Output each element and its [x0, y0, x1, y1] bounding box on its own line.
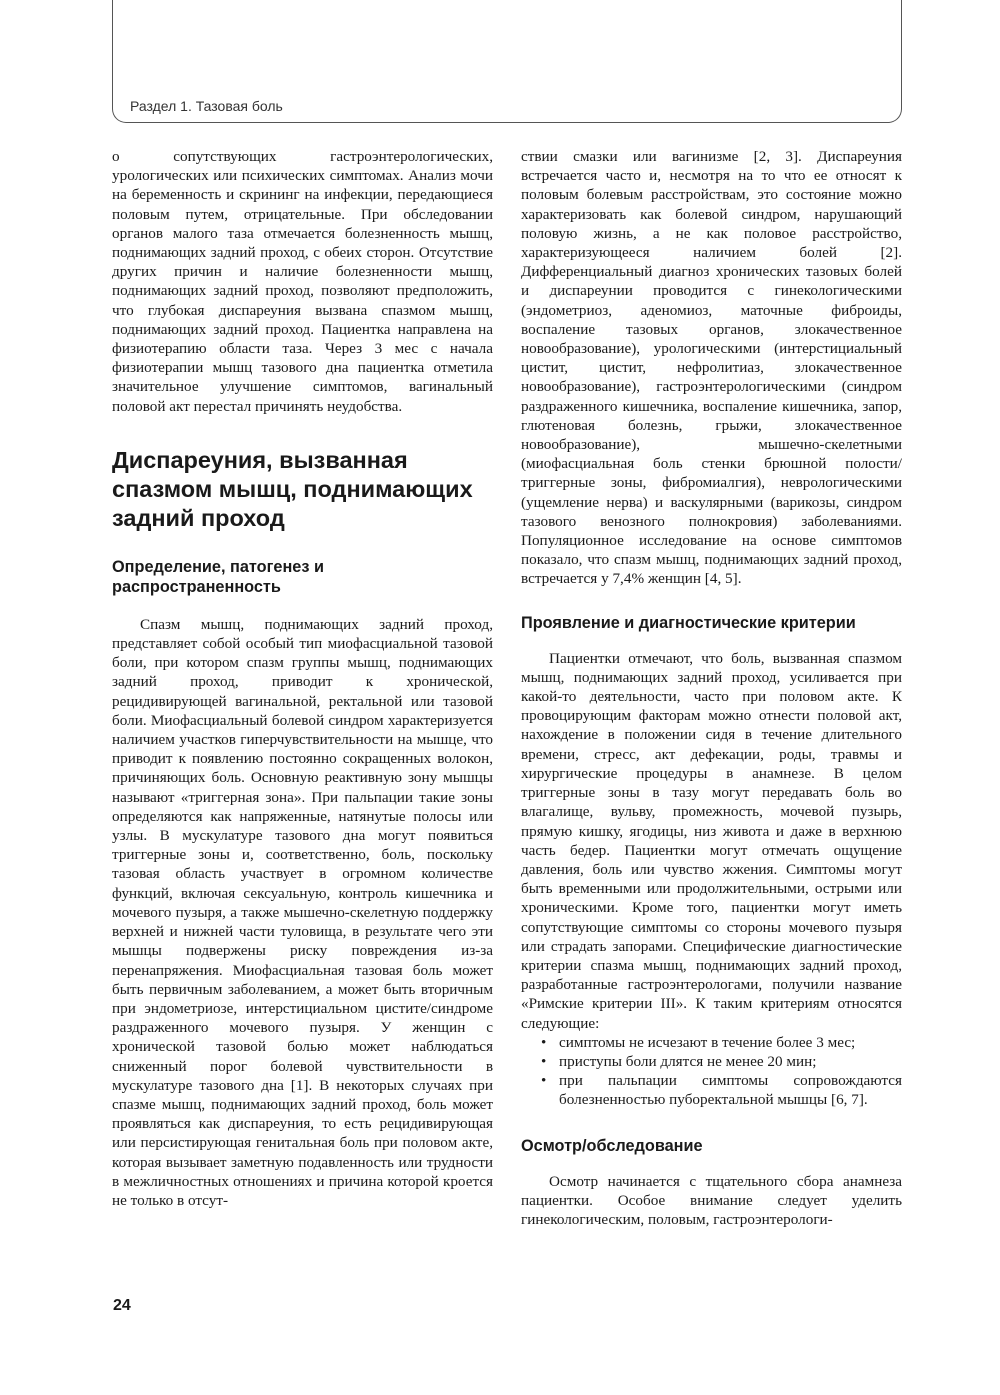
list-item: • при пальпации симптомы сопровождаются болезненностью пуборектальной мышцы [6, 7].	[521, 1071, 902, 1109]
paragraph-exam: Осмотр начинается с тщательного сбора анамнеза пациентки. Особое внимание следует уделить гинекологическим, половым, гастроэнтерологи-	[521, 1172, 902, 1228]
paragraph-manifestation: Пациентки отмечают, что боль, вызванная спазмом мышц, поднимающих задний проход, усиливается при какой-то деятельности, часто при половом акте. К провоцирующим факторам можно отнести половой акт, нахождение в положении сидя в течение длительного времени, стресс, акт дефекации, роды, травмы и хирургические процедуры в анамнезе. В целом триггерные зоны в тазу могут передавать боль во влагалище, вульву, промежность, мочевой пузырь, прямую кишку, ягодицы, низ живота и даже в верхнюю часть бедер. Пациентки могут отмечать ощущение давления, боль или чувство жжения. Симптомы могут быть временными или продолжительными, острыми или хроническими. Кроме того, пациентки могут иметь сопутствующие симптомы со стороны мочевого пузыря или страдать запорами. Специфические диагностические критерии спазма мышц, поднимающих задний проход, разработанные гастроэнтерологами, получили название «Римские критерии III». К таким критериям относятся следующие:	[521, 649, 902, 1032]
criteria-list	[521, 1033, 902, 1110]
subsection-title-exam: Осмотр/обследование	[521, 1136, 703, 1155]
left-column	[112, 147, 493, 1210]
section-title: Диспареуния, вызванная спазмом мышц, поднимающих задний проход	[112, 446, 473, 531]
list-item: • симптомы не исчезают в течение более 3 мес;	[521, 1033, 902, 1052]
page-number: 24	[113, 1297, 131, 1314]
paragraph-definition: Спазм мышц, поднимающих задний проход, представляет собой особый тип миофасциальной тазовой боли, при котором спазм группы мышц, поднимающих задний проход, приводит к хронической, рецидивирующей вагинальной, ректальной или тазовой боли. Миофасциальный болевой синдром характеризуется наличием участков гиперчувствительности на мышце, что приводит к появлению постоянно сокращенных волокон, причиняющих боль. Основную реактивную зону мышцы называют «триггерная зона». При пальпации такие зоны определяются как напряженные, натянутые полосы или узлы. В мускулатуре тазового дна могут появиться триггерные зоны и, соответственно, боль, поскольку тазовая область участвует в огромном количестве функций, включая сексуальную, контроль кишечника и мочевого пузыря, а также мышечно-скелетную поддержку верхней и нижней части туловища, в результате чего эти мышцы подвержены риску повреждения из-за перенапряжения. Миофасциальная тазовая боль может быть первичным заболеванием, а может быть вторичным при эндометриозе, интерстициальном цистите/синдроме раздраженного мочевого пузыря. У женщин с хронической тазовой болью может наблюдаться сниженный порог болевой чувствительности в мускулатуре тазового дна [1]. В некоторых случаях при спазме мышц, поднимающих задний проход, боль может проявляться как диспареуния, то есть рецидивирующая или персистирующая генитальная боль при половом акте, которая вызывает заметную подавленность или трудности в межличностных отношениях и причина которой кроется не только в отсут-	[112, 615, 493, 1209]
paragraph-differential-diagnosis: ствии смазки или вагинизме [2, 3]. Диспареуния встречается часто и, несмотря на то что ее относят к половым болевым расстройствам, это состояние можно характеризовать как болевой синдром, нарушающий половую жизнь, а не как половое расстройство, характеризующееся наличием болей [2]. Дифференциальный диагноз хронических тазовых болей и диспареунии проводится с гинекологическими (эндометриоз, аденомиоз, маточные фиброиды, воспаление тазовых органов, злокачественное новообразование), урологическими (интерстициальный цистит, цистит, нефролитиаз, злокачественное новообразование), гастроэнтерологическими (синдром раздраженного кишечника, воспаление кишечника, запор, глютеновая болезнь, грыжи, злокачественное новообразование), мышечно-скелетными (миофасциальная боль стенки брюшной полости/триггерные зоны, фибромиалгия), неврологическими (ущемление нерва) и васкулярными (варикозы, синдром тазового венозного полнокровия) заболеваниями. Популяционное исследование на основе симптомов показало, что спазм мышц, поднимающих задний проход, встречается у 7,4% женщин [4, 5].	[521, 148, 902, 588]
list-item: • приступы боли длятся не менее 20 мин;	[521, 1052, 902, 1071]
subsection-title-manifestation: Проявление и диагностические критерии	[521, 613, 856, 632]
subsection-title-definition: Определение, патогенез и распространенность	[112, 557, 324, 596]
right-column	[521, 147, 902, 1229]
paragraph-case-continuation: о сопутствующих гастроэнтерологических, урологических или психических симптомах. Анализ мочи на беременность и скрининг на инфекции, передающиеся половым путем, отрицательные. При обследовании органов малого таза отмечается болезненность мышц, поднимающих задний проход, с обеих сторон. Отсутствие других причин и наличие болезненности мышц, поднимающих задний проход, позволяют предположить, что глубокая диспареуния вызвана спазмом мышц, поднимающих задний проход. Пациентка направлена на физиотерапию области таза. Через 3 мес с начала физиотерапии мышц тазового дна пациентка отметила значительное улучшение симптомов, вагинальный половой акт перестал причинять неудобства.	[112, 148, 493, 415]
running-head: Раздел 1. Тазовая боль	[130, 98, 283, 114]
